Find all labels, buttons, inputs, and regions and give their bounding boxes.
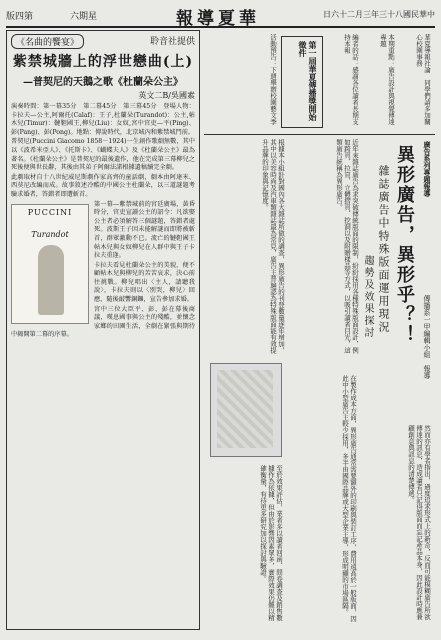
notice-column-3: 編者的話：感謝各位讀者長期支持本報 xyxy=(343,34,359,125)
notice-box xyxy=(281,36,323,128)
series-label: 廣告系列專題報導 xyxy=(423,141,432,197)
notice-column-4: 活動預告：下週舉辦校園藝文季 xyxy=(269,34,277,125)
feature-section xyxy=(204,30,435,634)
feature-column-3: 然而亦有學者指出，過度追求形式上的新奇，反而可能模糊廣告所欲傳達的訊息，造成讀者只記得版面而忘記產品本身，因此設計時應兼顧創意與訊息的清楚傳遞。 xyxy=(407,425,431,620)
cover-opera-title: Turandot xyxy=(31,230,69,240)
photo-content xyxy=(217,370,273,448)
column-tag: 《名曲的饗宴》 xyxy=(11,34,84,49)
feature-column-1: 近年來雜誌廣告為求突破傳統版面的限制，紛紛採用各種特殊版面設計，例如跨頁、拉頁、立體摺頁、挖洞以及附贈樣品等方式，以吸引讀者目光，這類廣告統稱為異形廣告。 xyxy=(335,139,359,354)
body-paragraph-1: 普契尼(Puccini Giacomo 1858－1924)一生創作歌劇無數，其中以《波希米亞人》、《托斯卡》、《蝴蝶夫人》及《杜蘭朵公主》最為著名。《杜蘭朵公主》是普契尼的最後遺作，他在完成第三幕柳兒之死後便與世長辭，其後由其弟子阿爾法諾根據遺稿續完全劇。 xyxy=(11,138,195,172)
feature-column-5: 至於效果評估，業者多以讀者回函、問卷調查及銷售數據作為依據，但由於影響因素眾多，實際效果仍難以精確衡量，有待更多研究加以探討與驗證。 xyxy=(259,465,283,621)
feature-column-4: 在製作成本方面，異形廣告通常需要額外的印刷與裝訂工序，費用遠高於一般版面，因此中小型廣告主較少採用，多半由國際品牌或大型企業主導，形成明顯的市場區隔。 xyxy=(341,375,357,622)
notice-box-text: 第一屆華夏傳播獎開始徵件 xyxy=(298,41,318,121)
feature-subheadline-2: 趨勢及效果探討 xyxy=(362,255,373,339)
album-cover-image xyxy=(11,204,89,324)
issue-day: 六期星 xyxy=(70,12,98,22)
column-tag-row xyxy=(11,34,195,49)
column-source: 聆音社提供 xyxy=(149,37,195,47)
article-body xyxy=(11,103,195,340)
reporter-credit: 傳播系一甲編輯小組 報導 xyxy=(423,295,431,379)
cover-composer: PUCCINI xyxy=(27,207,73,217)
body-paragraph-3: 第一幕—紫禁城前的宮廷廣場，黃昏時分，官吏宣讀公主的詔令：凡欲娶公主者必須解答三個謎題，答錯者處死。波斯王子因未能解謎而即將被斬首，群眾激動不已。流亡的韃靼國王帖木兒與女奴柳兒在人群中與王子卡拉夫重逢。 xyxy=(94,200,195,260)
top-notices xyxy=(204,30,435,135)
body-paragraph-2: 此劇取材自十八世紀威尼斯劇作家高齊的童話劇，劇本由阿達米、西莫尼改編而成。故事敘述冷酷的中國公主杜蘭朵，以三道謎題考驗求婚者，答錯者即遭斬首。 xyxy=(11,173,195,198)
feature-headline: 異形廣告，異形乎？！ xyxy=(394,145,415,345)
masthead: 報導夏華 xyxy=(176,9,260,29)
feature-subheadline: 雜誌廣告中特殊版面運用現況 xyxy=(377,165,390,334)
notice-column-2: 本期重點：廣告設計與視覺傳達專題 xyxy=(379,34,395,125)
cover-figure xyxy=(38,245,64,315)
page-header xyxy=(6,4,435,28)
article-byline: 英文二B/吳國素 xyxy=(138,91,195,100)
advertisement-photo xyxy=(210,363,282,457)
body-paragraph-4: 卡拉夫看見杜蘭朵公主的美貌，便不顧帖木兒與柳兒的苦苦哀求，決心前往挑戰。柳兒唱出〈主人，請聽我說〉，卡拉夫則以〈別哭，柳兒〉回應，隨後敲響銅鑼，宣告參加求婚。 xyxy=(94,261,195,304)
issue-date: 日六十二月三年三十八國民華中 xyxy=(323,10,435,19)
ad-feature-article xyxy=(204,135,435,633)
page-number: 版四第 xyxy=(6,12,34,22)
music-column xyxy=(6,30,200,634)
notice-column-1: 華夏導報社論 同學們請多加關心校園事務 xyxy=(415,34,431,125)
cast-paragraph: 演奏時間：第一幕35分 第二幕45分 第三幕45分 登場人物：卡拉夫—公主,阿爾托(Calaf)：王子,杜蘭朵(Turandot)：公主,帖木兒(Timur)：韃靼國王,柳兒(Liu)：女奴,宮中官吏—平(Ping)、彭(Pang)、彭(Pong)。地點：傳說時代，北京城內和紫禁城門前。 xyxy=(11,103,195,136)
article-subtitle: —普契尼的天鵝之歌《杜蘭朵公主》 xyxy=(23,77,183,88)
feature-column-2: 根據本小組針對國內各大雜誌所做的調查，異形廣告的刊登數量逐年增加，其中以美容時尚及汽車類雜誌最為常見，廣告主普遍認為特殊版面能有效提升品牌的印象與記憶度。 xyxy=(261,139,285,354)
body-paragraph-5: 宮中三位大臣平、彭、彭在幕後商議，嘆息國事與公主的殘酷，並懷念家鄉的田園生活，全劇在緊張與期待中揭開第二幕的序幕。 xyxy=(11,305,195,339)
article-title: 紫禁城牆上的浮世戀曲(上) xyxy=(12,54,194,70)
music-article-box xyxy=(6,30,200,630)
